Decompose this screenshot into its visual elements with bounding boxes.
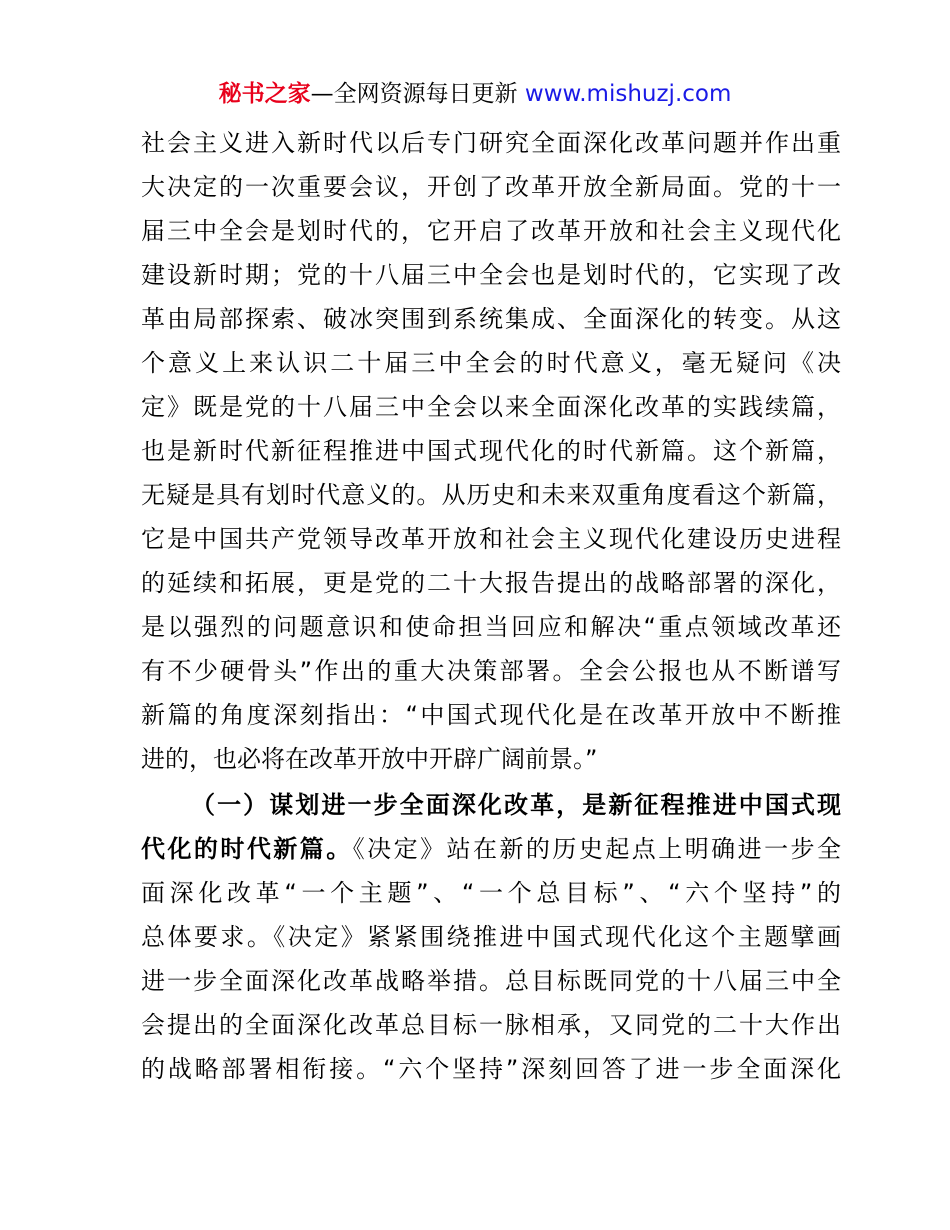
text-line: 大决定的一次重要会议，开创了改革开放全新局面。党的十一: [141, 173, 841, 201]
text-line: 会提出的全面深化改革总目标一脉相承，又同党的二十大作出: [141, 1011, 841, 1039]
text-line: 新篇的角度深刻指出：“中国式现代化是在改革开放中不断推: [141, 701, 841, 729]
text-line: 是以强烈的问题意识和使命担当回应和解决“重点领域改革还: [141, 613, 841, 641]
text-line: 也是新时代新征程推进中国式现代化的时代新篇。这个新篇，: [141, 437, 841, 465]
text-line: 有不少硬骨头”作出的重大决策部署。全会公报也从不断谱写: [141, 657, 841, 685]
section-heading-end: 代化的时代新篇。: [141, 835, 353, 863]
text-line: 个意义上来认识二十届三中全会的时代意义，毫无疑问《决: [141, 349, 841, 377]
text-line: 届三中全会是划时代的，它开启了改革开放和社会主义现代化: [141, 217, 841, 245]
text-line: 进的，也必将在改革开放中开辟广阔前景。”: [141, 745, 598, 773]
site-brand: 秘书之家: [218, 81, 311, 107]
text-line: 进一步全面深化改革战略举措。总目标既同党的十八届三中全: [141, 967, 841, 995]
text-line: 它是中国共产党领导改革开放和社会主义现代化建设历史进程: [141, 525, 841, 553]
site-tagline: —全网资源每日更新: [310, 81, 525, 107]
text-line: 的延续和拓展，更是党的二十大报告提出的战略部署的深化，: [141, 569, 841, 597]
text-line: 无疑是具有划时代意义的。从历史和未来双重角度看这个新篇，: [141, 481, 841, 509]
text-line: 建设新时期；党的十八届三中全会也是划时代的，它实现了改: [141, 261, 841, 289]
text-line: 定》既是党的十八届三中全会以来全面深化改革的实践续篇，: [141, 393, 841, 421]
text-span: 《决定》站在新的历史起点上明确进一步全: [352, 835, 842, 863]
text-line: [141, 827, 841, 871]
document-body: [141, 121, 841, 1091]
site-header: [0, 79, 950, 109]
paragraph-2: [141, 783, 841, 1091]
section-heading: （一）谋划进一步全面深化改革，是新征程推进中国式现: [191, 791, 841, 819]
text-line: 社会主义进入新时代以后专门研究全面深化改革问题并作出重: [141, 129, 841, 157]
text-line: 总体要求。《决定》紧紧围绕推进中国式现代化这个主题擘画: [141, 923, 841, 951]
text-line: 面深化改革“一个主题”、“一个总目标”、“六个坚持”的: [141, 879, 841, 907]
site-url-link[interactable]: www.mishuzj.com: [524, 81, 732, 107]
text-line: 的战略部署相衔接。“六个坚持”深刻回答了进一步全面深化: [141, 1055, 841, 1083]
text-line: 革由局部探索、破冰突围到系统集成、全面深化的转变。从这: [141, 305, 841, 333]
paragraph-1: [141, 121, 841, 781]
